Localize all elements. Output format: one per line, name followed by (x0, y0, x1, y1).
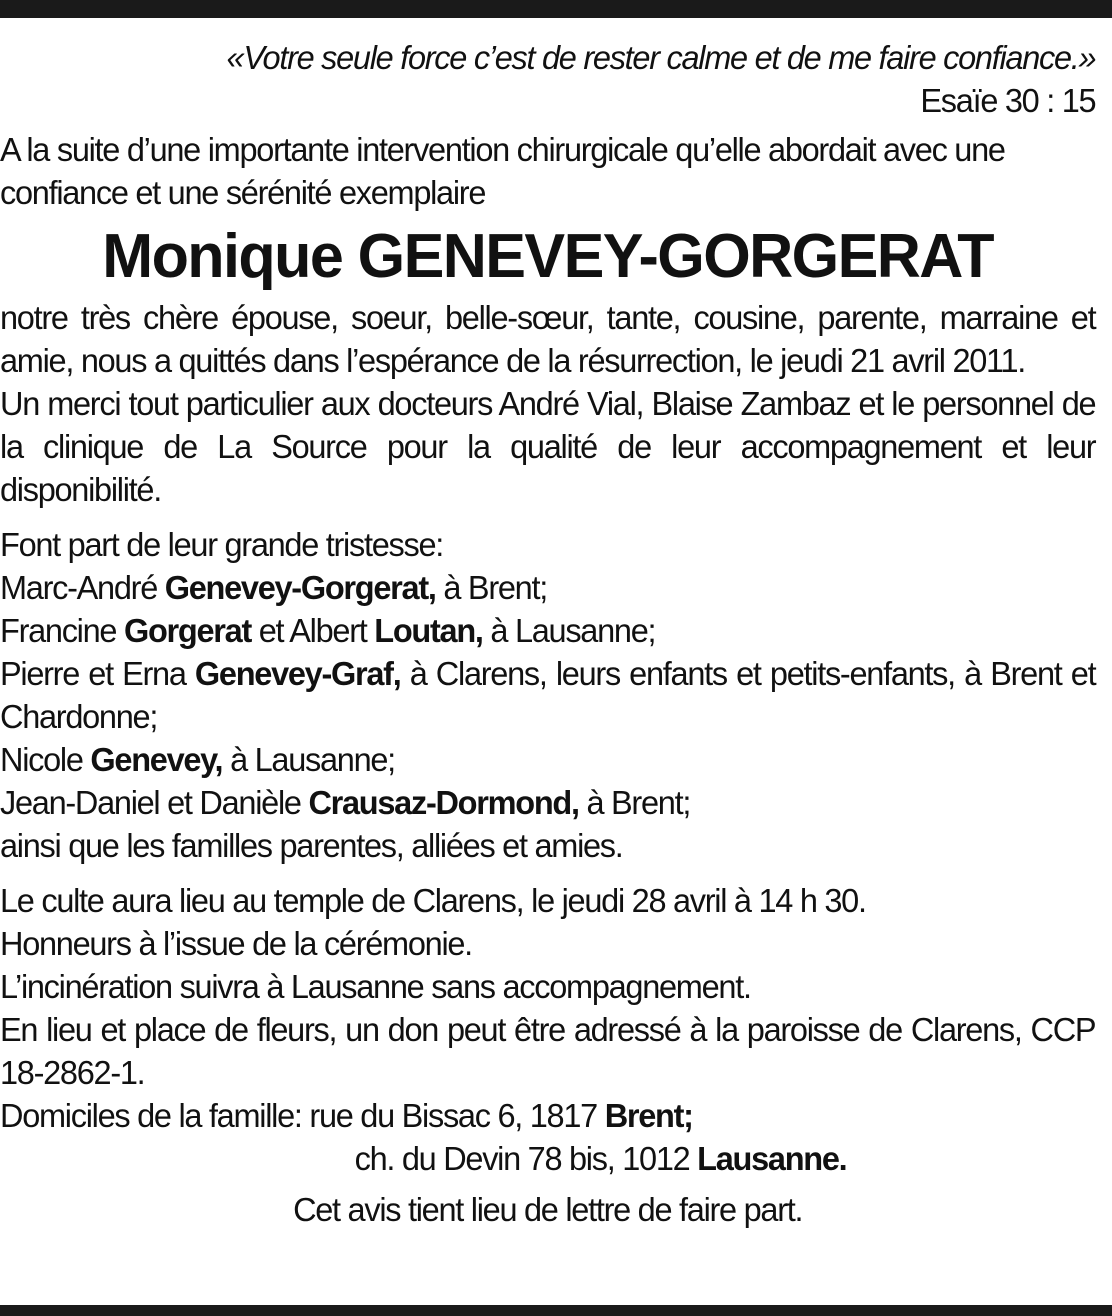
member-surname: Genevey-Gorgerat, (164, 569, 436, 606)
member-surname: Crausaz-Dormond, (308, 784, 579, 821)
donation-info: En lieu et place de fleurs, un don peut être adressé à la paroisse de Clarens, CCP 18-2862-1. (0, 1011, 1096, 1091)
service-info: Le culte aura lieu au temple de Clarens, le jeudi 28 avril à 14 h 30. (0, 882, 866, 919)
intro-text: A la suite d’une importante intervention chirurgicale qu’elle abordait avec une confiance et une sérénité exemplaire (0, 131, 1005, 211)
obituary-notice (0, 36, 1095, 1231)
deceased-name: Monique GENEVEY-GORGERAT (102, 222, 994, 291)
member-surname: Genevey, (90, 741, 223, 778)
honours-info: Honneurs à l’issue de la cérémonie. (0, 925, 472, 962)
domicile-city: Lausanne. (697, 1140, 847, 1177)
top-rule (0, 0, 1112, 18)
cremation-info: L’incinération suivra à Lausanne sans accompagnement. (0, 968, 751, 1005)
thanks-text: Un merci tout particulier aux docteurs André Vial, Blaise Zambaz et le personnel de la clinique de La Source pour la qualité de leur accompagnement et leur disponibilité. (0, 385, 1096, 508)
family-member: Francine Gorgerat et Albert Loutan, à Lausanne; (0, 612, 656, 649)
family-list (0, 523, 1095, 867)
member-surname: Gorgerat (123, 612, 252, 649)
domicile-line-1: Domiciles de la famille: rue du Bissac 6, 1817 Brent; (0, 1097, 693, 1134)
family-member: Jean-Daniel et Danièle Crausaz-Dormond, à Brent; (0, 784, 691, 821)
domicile-city: Brent; (604, 1097, 693, 1134)
quote-reference: Esaïe 30 : 15 (920, 82, 1096, 119)
announcement-text: notre très chère épouse, soeur, belle-sœur, tante, cousine, parente, marraine et amie, nous a quittés dans l’espérance de la résurrection, le jeudi 21 avril 2011. (0, 299, 1096, 379)
family-heading: Font part de leur grande tristesse: (0, 526, 444, 563)
member-surname: Genevey-Graf, (194, 655, 401, 692)
ceremony-details (0, 879, 1095, 1180)
closing-note: Cet avis tient lieu de lettre de faire part. (293, 1191, 803, 1228)
family-member: Marc-André Genevey-Gorgerat, à Brent; (0, 569, 547, 606)
bible-quote: «Votre seule force c’est de rester calme et de me faire confiance.» (226, 39, 1096, 76)
family-member: Pierre et Erna Genevey-Graf, à Clarens, leurs enfants et petits-enfants, à Brent et Chardonne; (0, 655, 1096, 735)
family-closing: ainsi que les familles parentes, alliées et amies. (0, 827, 623, 864)
family-member: Nicole Genevey, à Lausanne; (0, 741, 395, 778)
bottom-rule (0, 1305, 1112, 1316)
member-surname: Loutan, (374, 612, 483, 649)
domicile-line-2: ch. du Devin 78 bis, 1012 Lausanne. (354, 1140, 847, 1177)
